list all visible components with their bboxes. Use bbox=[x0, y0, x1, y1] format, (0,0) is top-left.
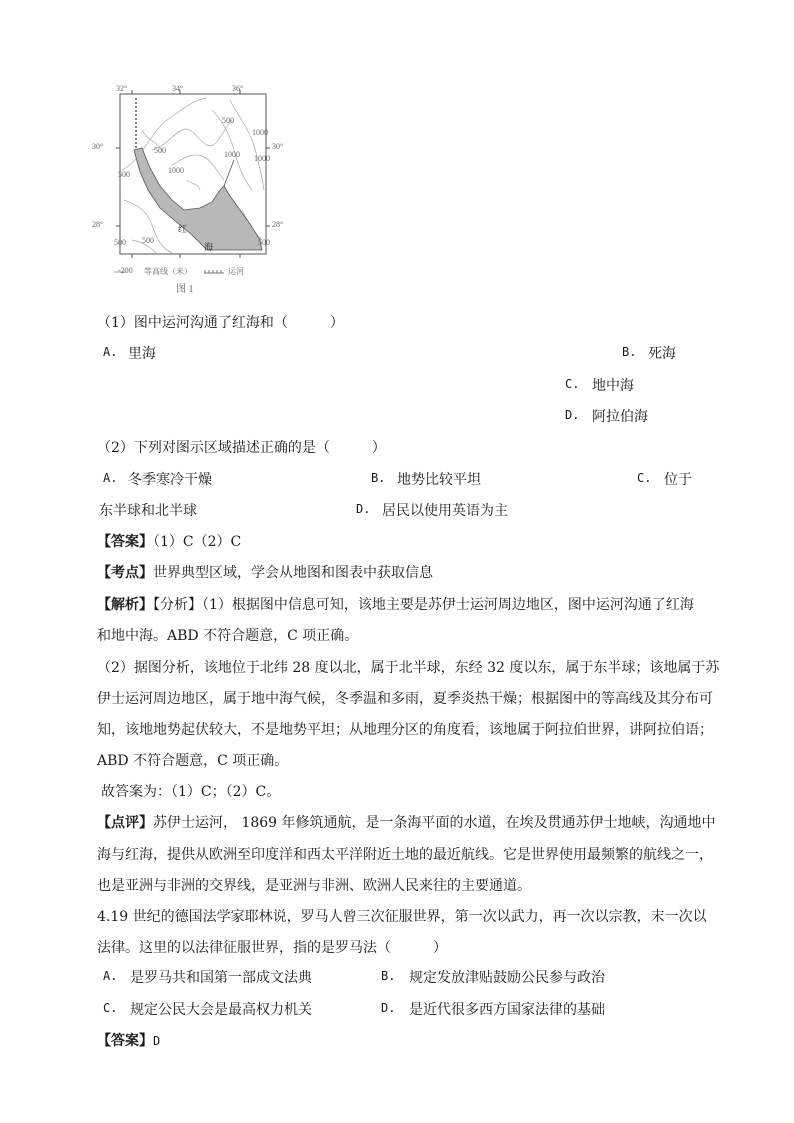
contour-label: 1000 bbox=[224, 150, 240, 159]
q2-option-c-text: 位于 bbox=[664, 472, 692, 488]
jiexi-text-1: 【分析】（1）根据图中信息可知，该地主要是苏伊士运河周边地区，图中运河沟通了红海 bbox=[153, 597, 694, 613]
q1-option-b-letter: B. bbox=[622, 345, 637, 359]
q4-option-c-text: 规定公民大会是最高权力机关 bbox=[130, 1002, 312, 1018]
lat-label-30-left: 30° bbox=[92, 142, 104, 151]
q4-option-d-letter: D. bbox=[381, 1001, 396, 1015]
legend-contour-prefix: -200 bbox=[118, 266, 133, 275]
q4-option-a-letter: A. bbox=[103, 969, 118, 983]
legend-contour-text: 等高线（米） bbox=[144, 267, 192, 276]
q1-option-a-text: 里海 bbox=[128, 346, 156, 362]
suez-map-figure bbox=[92, 84, 284, 295]
contour-label: 500 bbox=[142, 236, 154, 245]
jiexi-line-1 bbox=[97, 594, 694, 614]
q2-option-c-text-continued: 东半球和北半球 bbox=[99, 503, 197, 519]
legend-canal-text: 运河 bbox=[228, 267, 244, 276]
answer-text: （1）C（2）C bbox=[153, 534, 242, 550]
kaodian-section bbox=[97, 562, 433, 582]
jiexi-line-4: 伊士运河周边地区，属于地中海气候，冬季温和多雨，夏季炎热干燥；根据图中的等高线及其分布可 bbox=[97, 691, 713, 707]
answer4-text: D bbox=[153, 1034, 161, 1048]
q1-stem: （1）图中运河沟通了红海和（ ） bbox=[97, 315, 344, 331]
q2-option-a-text: 冬季寒冷干燥 bbox=[128, 472, 212, 488]
lat-label-30-right: 30° bbox=[272, 142, 284, 151]
dianping-label: 【点评】 bbox=[97, 815, 153, 831]
suez-map-svg bbox=[112, 90, 274, 278]
kaodian-label: 【考点】 bbox=[97, 565, 153, 581]
q4-stem-line-1: 4.19 世纪的德国法学家耶林说，罗马人曾三次征服世界，第一次以武力，再一次以宗教，末一次以 bbox=[97, 909, 707, 925]
q1-option-a-letter: A. bbox=[103, 345, 118, 359]
q1-option-d-letter: D. bbox=[565, 408, 580, 422]
q1-option-c-letter: C. bbox=[565, 377, 580, 391]
dianping-line-2: 海与红海，提供从欧洲至印度洋和西太平洋附近土地的最近航线。它是世界使用最频繁的航线之一， bbox=[97, 847, 713, 863]
q2-option-a-letter: A. bbox=[103, 471, 118, 485]
q1-option-c-text: 地中海 bbox=[592, 378, 634, 394]
answer-label: 【答案】 bbox=[97, 534, 153, 550]
q2-option-d-text: 居民以使用英语为主 bbox=[382, 503, 508, 519]
q4-option-b-letter: B. bbox=[381, 969, 396, 983]
dianping-text-1: 苏伊士运河， 1869 年修筑通航，是一条海平面的水道，在埃及贯通苏伊士地峡，沟通地中 bbox=[153, 815, 716, 831]
dianping-line-1 bbox=[97, 812, 716, 832]
jiexi-label: 【解析】 bbox=[97, 597, 153, 613]
contour-label: 500 bbox=[118, 170, 130, 179]
lat-label-28-right: 28° bbox=[272, 220, 284, 229]
contour-label: 1000 bbox=[254, 154, 270, 163]
contour-label: 1000 bbox=[168, 166, 184, 175]
q1-option-d-text: 阿拉伯海 bbox=[592, 409, 648, 425]
q4-option-b-text: 规定发放津贴鼓励公民参与政治 bbox=[409, 970, 605, 986]
contour-label: 500 bbox=[258, 238, 270, 247]
q4-stem-line-2: 法律。这里的以法律征服世界，指的是罗马法（ ） bbox=[97, 940, 447, 956]
contour-label: 500 bbox=[222, 116, 234, 125]
lon-label-36: 36° bbox=[232, 84, 244, 93]
sea-label-hai: 海 bbox=[204, 242, 214, 252]
sea-label-hong: 红 bbox=[178, 224, 188, 234]
answer4-label: 【答案】 bbox=[97, 1033, 153, 1049]
dianping-line-3: 也是亚洲与非洲的交界线，是亚洲与非洲、欧洲人民来往的主要通道。 bbox=[97, 878, 531, 894]
q1-option-b-text: 死海 bbox=[648, 346, 676, 362]
q4-option-d-text: 是近代很多西方国家法律的基础 bbox=[409, 1002, 605, 1018]
contour-label: 500 bbox=[154, 146, 166, 155]
kaodian-text: 世界典型区域，学会从地图和图表中获取信息 bbox=[153, 565, 433, 581]
q2-stem: （2）下列对图示区域描述正确的是（ ） bbox=[97, 440, 386, 456]
q2-option-d-letter: D. bbox=[356, 502, 371, 516]
lon-label-34: 34° bbox=[172, 84, 184, 93]
jiexi-line-6: ABD 不符合题意，C 项正确。 bbox=[97, 753, 289, 769]
q4-option-c-letter: C. bbox=[103, 1001, 118, 1015]
jiexi-line-7: 故答案为：（1）C；（2）C。 bbox=[101, 784, 281, 800]
q2-option-c-letter: C. bbox=[637, 471, 652, 485]
lon-label-32: 32° bbox=[116, 84, 128, 93]
jiexi-line-3: （2）据图分析，该地位于北纬 28 度以北，属于北半球，东经 32 度以东，属于东半球；该地属于苏 bbox=[97, 660, 720, 676]
q2-option-b-text: 地势比较平坦 bbox=[397, 472, 481, 488]
jiexi-line-2: 和地中海。ABD 不符合题意，C 项正确。 bbox=[97, 628, 359, 644]
contour-label: 1000 bbox=[252, 128, 268, 137]
figure-caption: 图 1 bbox=[176, 284, 194, 295]
answer4-section bbox=[97, 1030, 160, 1050]
jiexi-line-5: 知，该地地势起伏较大，不是地势平坦；从地理分区的角度看，该地属于阿拉伯世界，讲阿拉伯语； bbox=[97, 722, 713, 738]
lat-label-28-left: 28° bbox=[92, 220, 104, 229]
q2-option-b-letter: B. bbox=[371, 471, 386, 485]
contour-label: 500 bbox=[114, 238, 126, 247]
q4-option-a-text: 是罗马共和国第一部成文法典 bbox=[130, 970, 312, 986]
answer-section bbox=[97, 531, 241, 551]
